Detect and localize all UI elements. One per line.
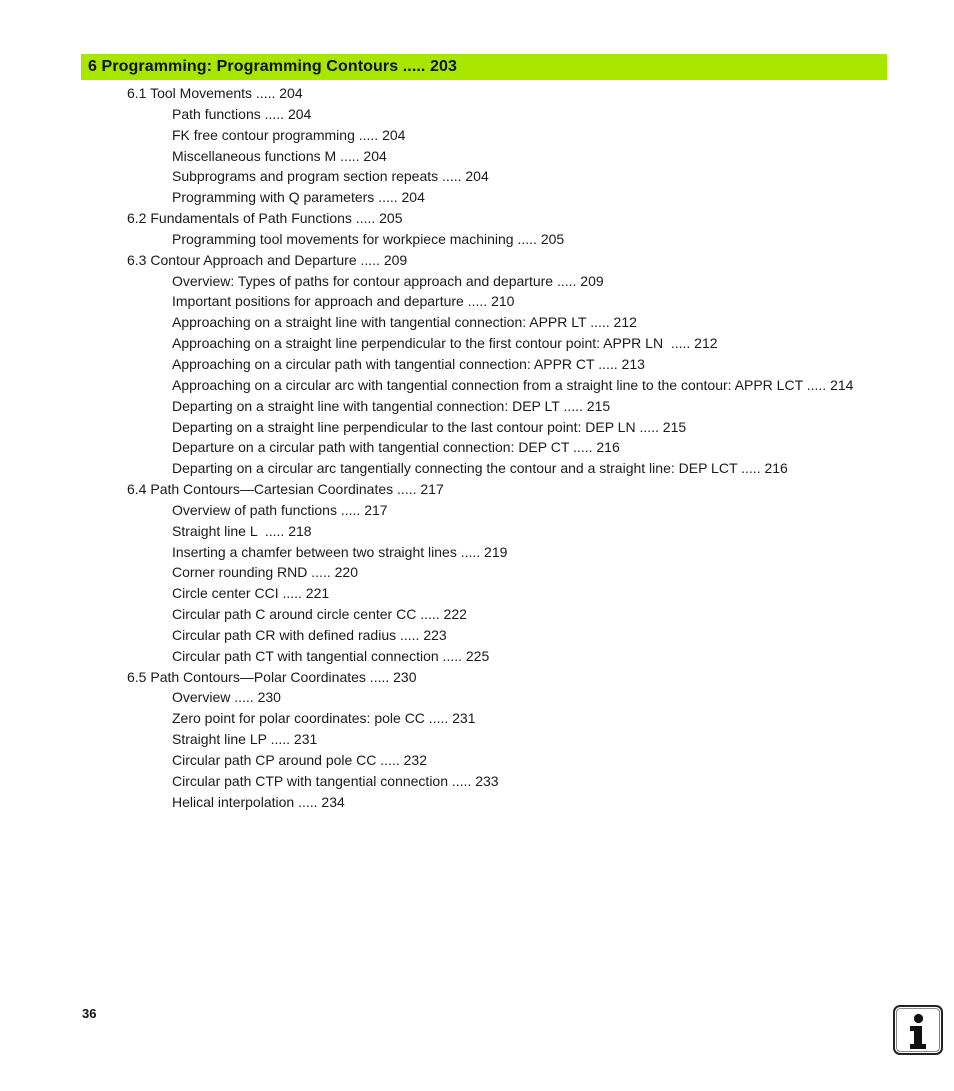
toc-subsection-entry[interactable]: Path functions ..... 204 [172, 105, 312, 122]
toc-subsection-entry[interactable]: Helical interpolation ..... 234 [172, 793, 345, 810]
toc-subsection-entry[interactable]: Subprograms and program section repeats ..... 204 [172, 168, 489, 185]
toc-subsection-entry[interactable]: Departing on a straight line with tangential connection: DEP LT ..... 215 [172, 397, 611, 414]
toc-subsection-entry[interactable]: Approaching on a circular path with tangential connection: APPR CT ..... 213 [172, 355, 645, 372]
toc-section-entry[interactable]: 6.5 Path Contours—Polar Coordinates ..... 230 [127, 668, 417, 685]
toc-subsection-entry[interactable]: Circular path CP around pole CC ..... 232 [172, 752, 427, 768]
toc-subsection-entry[interactable]: Circular path CTP with tangential connection ..... 233 [172, 772, 499, 789]
toc-subsection-entry[interactable]: Straight line LP ..... 231 [172, 731, 318, 748]
toc-subsection-entry[interactable]: Zero point for polar coordinates: pole CC ..... 231 [172, 710, 476, 727]
toc-subsection-entry[interactable]: Departing on a straight line perpendicular to the last contour point: DEP LN ..... 215 [172, 418, 687, 435]
toc-subsection-entry[interactable]: Circular path CR with defined radius ..... 223 [172, 626, 447, 643]
toc-subsection-entry[interactable]: Important positions for approach and departure ..... 210 [172, 293, 515, 310]
table-of-contents [0, 83, 954, 813]
info-icon [893, 1005, 943, 1055]
toc-subsection-entry[interactable]: Circle center CCI ..... 221 [172, 585, 330, 602]
toc-section-entry[interactable]: 6.4 Path Contours—Cartesian Coordinates ..... 217 [127, 481, 444, 498]
toc-section-entry[interactable]: 6.2 Fundamentals of Path Functions ..... 205 [127, 210, 403, 227]
toc-subsection-entry[interactable]: Departure on a circular path with tangential connection: DEP CT ..... 216 [172, 439, 620, 456]
chapter-header-bar [81, 54, 887, 80]
chapter-title[interactable]: 6 Programming: Programming Contours ..... 203 [88, 58, 458, 75]
toc-subsection-entry[interactable]: Circular path CT with tangential connection ..... 225 [172, 647, 490, 664]
toc-section-entry[interactable]: 6.1 Tool Movements ..... 204 [127, 85, 303, 101]
toc-subsection-entry[interactable]: Approaching on a circular arc with tangential connection from a straight line to the contour: APPR LCT ..... 214 [172, 376, 854, 393]
toc-subsection-entry[interactable]: Inserting a chamfer between two straight lines ..... 219 [172, 543, 508, 560]
toc-subsection-entry[interactable]: Corner rounding RND ..... 220 [172, 564, 358, 581]
page-number: 36 [82, 1006, 97, 1021]
toc-subsection-entry[interactable]: Departing on a circular arc tangentially connecting the contour and a straight line: DEP LCT ..... 216 [172, 460, 788, 477]
toc-subsection-entry[interactable]: Overview: Types of paths for contour approach and departure ..... 209 [172, 272, 604, 289]
toc-subsection-entry[interactable]: Straight line L ..... 218 [172, 522, 312, 539]
toc-subsection-entry[interactable]: Miscellaneous functions M ..... 204 [172, 147, 387, 164]
toc-subsection-entry[interactable]: Programming tool movements for workpiece machining ..... 205 [172, 230, 565, 247]
toc-subsection-entry[interactable]: Circular path C around circle center CC ..... 222 [172, 606, 467, 623]
toc-subsection-entry[interactable]: Programming with Q parameters ..... 204 [172, 189, 425, 206]
toc-subsection-entry[interactable]: FK free contour programming ..... 204 [172, 126, 406, 143]
toc-section-entry[interactable]: 6.3 Contour Approach and Departure ..... 209 [127, 251, 408, 268]
toc-subsection-entry[interactable]: Approaching on a straight line with tangential connection: APPR LT ..... 212 [172, 314, 637, 331]
toc-subsection-entry[interactable]: Overview of path functions ..... 217 [172, 501, 388, 518]
toc-subsection-entry[interactable]: Approaching on a straight line perpendicular to the first contour point: APPR LN ..... 212 [172, 335, 718, 352]
toc-subsection-entry[interactable]: Overview ..... 230 [172, 689, 281, 706]
